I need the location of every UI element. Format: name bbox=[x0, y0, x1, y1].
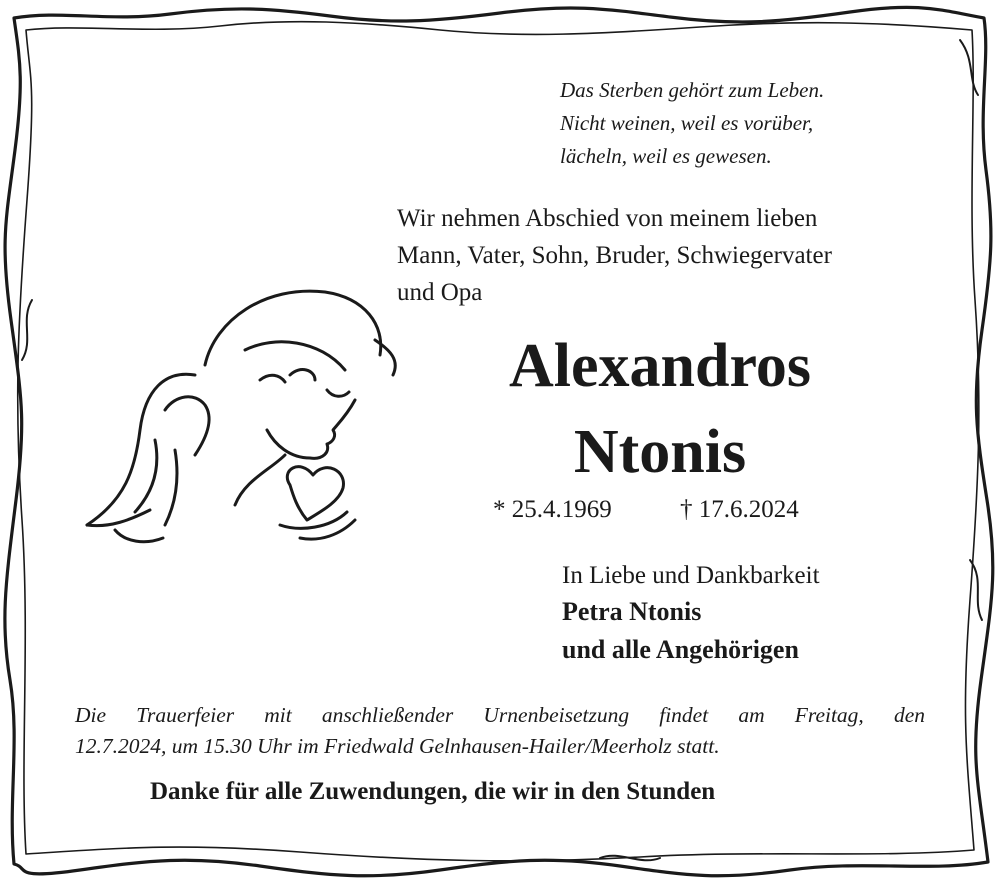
thanks-line: Danke für alle Zuwendungen, die wir in den Stunden bbox=[150, 778, 716, 805]
deceased-first-name: Alexandros bbox=[508, 332, 811, 400]
farewell-intro bbox=[397, 200, 832, 311]
notice-line-2: 12.7.2024, um 15.30 Uhr im Friedwald Gelnhausen-Hailer/Meerholz statt. bbox=[75, 734, 720, 758]
signer-relatives: und alle Angehörigen bbox=[562, 635, 799, 664]
deceased-last-name: Ntonis bbox=[573, 418, 747, 486]
closing-phrase: In Liebe und Dankbarkeit bbox=[562, 562, 820, 589]
funeral-notice bbox=[75, 700, 925, 762]
notice-line-1: Die Trauerfeier mit anschließender Urnenbeisetzung findet am Freitag, den bbox=[75, 703, 925, 727]
angel-with-heart-icon bbox=[75, 280, 415, 560]
quote-line-1: Das Sterben gehört zum Leben. bbox=[560, 78, 825, 102]
signer-name: Petra Ntonis bbox=[562, 597, 702, 626]
death-date: † 17.6.2024 bbox=[680, 496, 799, 523]
intro-line-3: und Opa bbox=[397, 279, 483, 306]
intro-line-2: Mann, Vater, Sohn, Bruder, Schwiegervater bbox=[397, 242, 832, 269]
memorial-quote bbox=[560, 74, 824, 173]
intro-line-1: Wir nehmen Abschied von meinem lieben bbox=[397, 205, 818, 232]
quote-line-2: Nicht weinen, weil es vorüber, bbox=[560, 111, 814, 135]
quote-line-3: lächeln, weil es gewesen. bbox=[560, 144, 772, 168]
birth-date: * 25.4.1969 bbox=[493, 496, 612, 523]
